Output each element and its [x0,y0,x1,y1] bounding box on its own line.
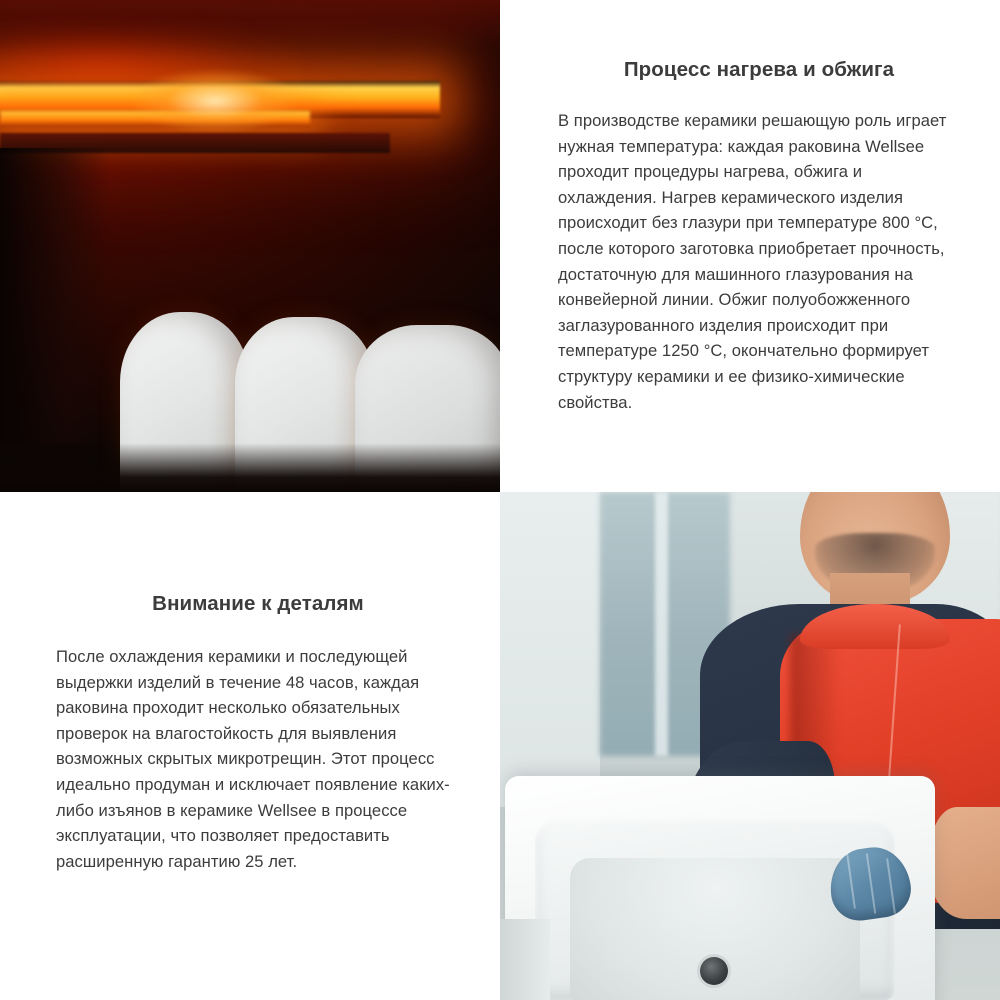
worker-background-panel [500,492,600,807]
heating-body: В производстве керамики решающую роль играет нужная температура: каждая раковина Wellsee проходит процедуры нагрева, обжига и охлаждения. Нагрев керамического изделия происходит без глазури при температуре 800 °C, после которого заготовка приобретает прочность, достаточную для машинного глазурования на конвейерной линии. Обжиг полуобожженного заглазурованного изделия происходит при температуре 1250 °C, окончательно формирует структуру керамики и ее физико-химические свойства. [558,111,947,412]
worker-forearm [930,807,1000,919]
details-title: Внимание к деталям [152,592,364,615]
kiln-image [0,0,500,492]
details-body: После охлаждения керамики и последующей выдержки изделий в течение 48 часов, каждая раковина проходит несколько обязательных проверок на влагостойкость для выявления возможных скрытых микротрещин. Этот процесс идеально продуман и исключает появление каких-либо изъянов в керамике Wellsee в процессе эксплуатации, что позволяет предоставить расширенную гарантию 25 лет. [56,647,450,871]
worker-image [500,492,1000,1000]
kiln-floor [0,443,500,492]
worker-photo [500,492,1000,1000]
worker-background-window-bar [655,492,668,756]
heating-title: Процесс нагрева и обжига [623,58,895,81]
details-text-block [0,492,500,1000]
heating-text-inner [500,0,1000,432]
heating-text-block [500,0,1000,492]
kiln-hotspot [130,69,300,133]
details-text-inner [0,492,500,891]
kiln-photo [0,0,500,492]
sink-drain [700,957,728,985]
worker-counter-edge [500,919,550,1000]
